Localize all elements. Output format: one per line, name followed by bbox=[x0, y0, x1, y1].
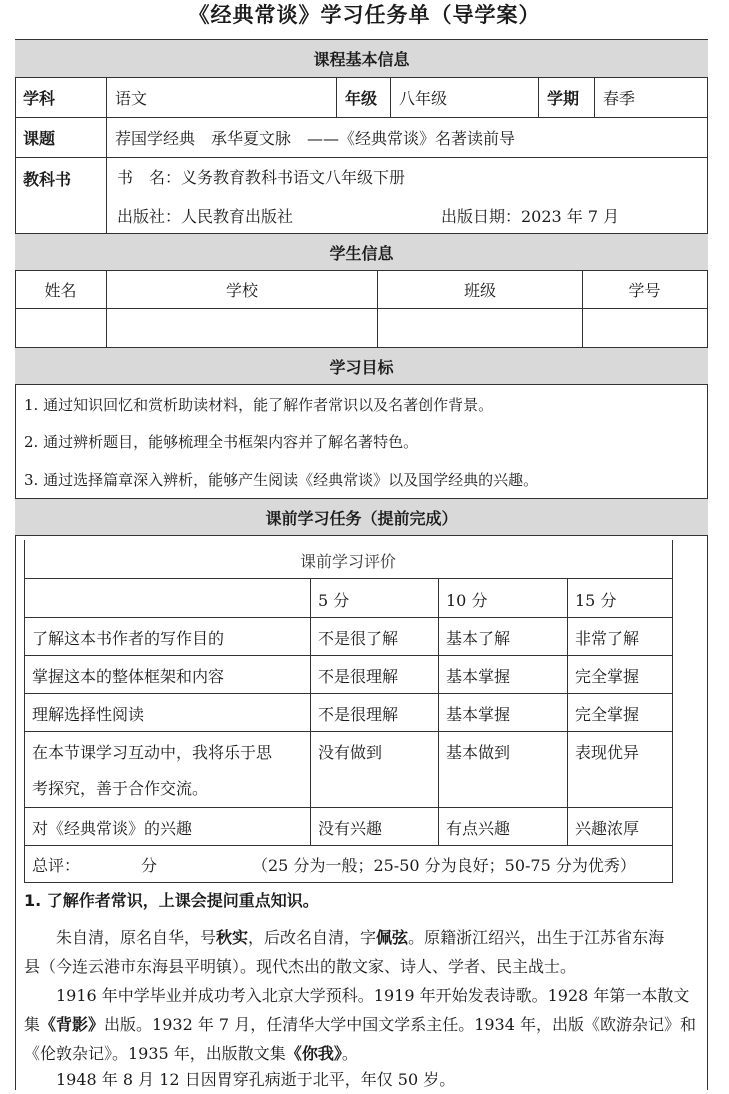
eval-option-15[interactable]: 兴趣浓厚 bbox=[575, 819, 640, 838]
eval-item: 了解这本书作者的写作目的 bbox=[32, 629, 225, 648]
text-run: 出版。1932 年 7 月，任清华大学中国文学系主任。1934 年，出版《欧游杂记》和 bbox=[104, 1015, 696, 1034]
eval-option-5[interactable]: 没有做到 bbox=[318, 743, 383, 762]
eval-option-5[interactable]: 没有兴趣 bbox=[318, 819, 383, 838]
author-paragraph-3: 1948 年 8 月 12 日因胃穿孔病逝于北平，年仅 50 岁。 bbox=[56, 1070, 456, 1089]
text-run: ，后改名自清，字 bbox=[248, 928, 377, 947]
eval-option-10[interactable]: 有点兴趣 bbox=[446, 819, 511, 838]
basic-row-topic bbox=[15, 118, 708, 158]
eval-option-10[interactable]: 基本掌握 bbox=[446, 667, 511, 686]
author-paragraph-2-cont bbox=[24, 1011, 700, 1039]
text-run: 《伦敦杂记》。1935 年，出版散文集 bbox=[24, 1044, 286, 1063]
eval-item: 对《经典常谈》的兴趣 bbox=[32, 819, 193, 838]
grade-value: 八年级 bbox=[391, 78, 539, 117]
evaluation-title: 课前学习评价 bbox=[299, 552, 396, 571]
eval-item: 在本节课学习互动中，我将乐于思 bbox=[32, 743, 273, 762]
text-run: 朱自清，原名自华，号 bbox=[56, 928, 217, 947]
term-value: 春季 bbox=[603, 89, 636, 108]
eval-option-15[interactable]: 完全掌握 bbox=[575, 705, 640, 724]
task1-heading: 1. 了解作者常识，上课会提问重点知识。 bbox=[24, 891, 319, 910]
text-run: 。 bbox=[341, 1044, 358, 1063]
score-header: 15 分 bbox=[575, 591, 617, 610]
eval-option-5[interactable]: 不是很理解 bbox=[318, 667, 399, 686]
goal-item: 3. 通过选择篇章深入辨析，能够产生阅读《经典常谈》以及国学经典的兴趣。 bbox=[24, 471, 539, 489]
student-name-header: 姓名 bbox=[15, 271, 107, 308]
grade-label: 年级 bbox=[337, 78, 391, 117]
keyword: 秋实 bbox=[216, 928, 249, 947]
subject-label: 学科 bbox=[15, 78, 107, 117]
text-run: 。原籍浙江绍兴，出生于江苏省东海 bbox=[408, 928, 665, 947]
evaluation-table bbox=[24, 540, 673, 883]
eval-option-5[interactable]: 不是很了解 bbox=[318, 629, 399, 648]
section-goals: 学习目标 bbox=[15, 347, 708, 385]
keyword: 《背影》 bbox=[40, 1015, 105, 1034]
keyword: 《你我》 bbox=[285, 1044, 342, 1063]
publisher: 出版社：人民教育出版社 bbox=[117, 207, 294, 226]
eval-option-10[interactable]: 基本掌握 bbox=[446, 705, 511, 724]
student-name-field[interactable] bbox=[15, 309, 107, 347]
score-header: 10 分 bbox=[446, 591, 488, 610]
textbook-info bbox=[107, 158, 706, 234]
section-tasks: 课前学习任务（提前完成） bbox=[15, 498, 708, 536]
text-run: 集 bbox=[24, 1015, 41, 1034]
eval-option-15[interactable]: 非常了解 bbox=[575, 629, 640, 648]
student-id-header: 学号 bbox=[628, 281, 661, 300]
eval-option-15[interactable]: 表现优异 bbox=[575, 743, 640, 762]
eval-item: 理解选择性阅读 bbox=[32, 705, 145, 724]
author-paragraph-1-cont: 县（今连云港市东海县平明镇）。现代杰出的散文家、诗人、学者、民主战士。 bbox=[24, 957, 577, 976]
basic-row-subject bbox=[15, 78, 708, 118]
subject-value: 语文 bbox=[107, 78, 337, 117]
total-unit: 分 bbox=[141, 856, 158, 875]
total-label: 总评： bbox=[32, 856, 81, 875]
author-paragraph-2: 1916 年中学毕业并成功考入北京大学预科。1919 年开始发表诗歌。1928 年第一本散文 bbox=[56, 986, 690, 1005]
book-name: 书 名：义务教育教科书语文八年级下册 bbox=[117, 168, 406, 187]
goal-item: 2. 通过辨析题目，能够梳理全书框架内容并了解名著特色。 bbox=[24, 433, 419, 451]
topic-value: 荐国学经典 承华夏文脉 ——《经典常谈》名著读前导 bbox=[115, 129, 516, 148]
keyword: 佩弦 bbox=[376, 928, 409, 947]
eval-item: 掌握这本的整体框架和内容 bbox=[32, 667, 225, 686]
student-header-row bbox=[15, 271, 708, 309]
author-paragraph-1 bbox=[24, 924, 700, 952]
eval-option-5[interactable]: 不是很理解 bbox=[318, 705, 399, 724]
eval-option-15[interactable]: 完全掌握 bbox=[575, 667, 640, 686]
student-school-field[interactable] bbox=[107, 309, 378, 347]
author-paragraph-2-cont bbox=[24, 1040, 700, 1068]
section-basic-info: 课程基本信息 bbox=[15, 39, 708, 78]
eval-option-10[interactable]: 基本做到 bbox=[446, 743, 511, 762]
publish-date: 出版日期：2023 年 7 月 bbox=[441, 207, 620, 226]
student-class-header: 班级 bbox=[378, 271, 583, 308]
eval-option-10[interactable]: 基本了解 bbox=[446, 629, 511, 648]
student-id-field[interactable] bbox=[583, 309, 706, 347]
textbook-label: 教科书 bbox=[15, 158, 107, 234]
section-student-info: 学生信息 bbox=[15, 233, 708, 271]
term-label: 学期 bbox=[539, 78, 595, 117]
eval-item: 考探究，善于合作交流。 bbox=[32, 779, 209, 798]
goal-item: 1. 通过知识回忆和赏析助读材料，能了解作者常识以及名著创作背景。 bbox=[24, 396, 494, 414]
total-note: （25 分为一般；25-50 分为良好；50-75 分为优秀） bbox=[252, 856, 636, 875]
topic-label: 课题 bbox=[15, 118, 107, 157]
basic-row-textbook bbox=[15, 158, 708, 234]
student-school-header: 学校 bbox=[107, 271, 378, 308]
score-header: 5 分 bbox=[318, 591, 350, 610]
student-class-field[interactable] bbox=[378, 309, 583, 347]
page-title: 《经典常谈》学习任务单（导学案） bbox=[188, 3, 541, 27]
student-input-row bbox=[15, 309, 708, 347]
